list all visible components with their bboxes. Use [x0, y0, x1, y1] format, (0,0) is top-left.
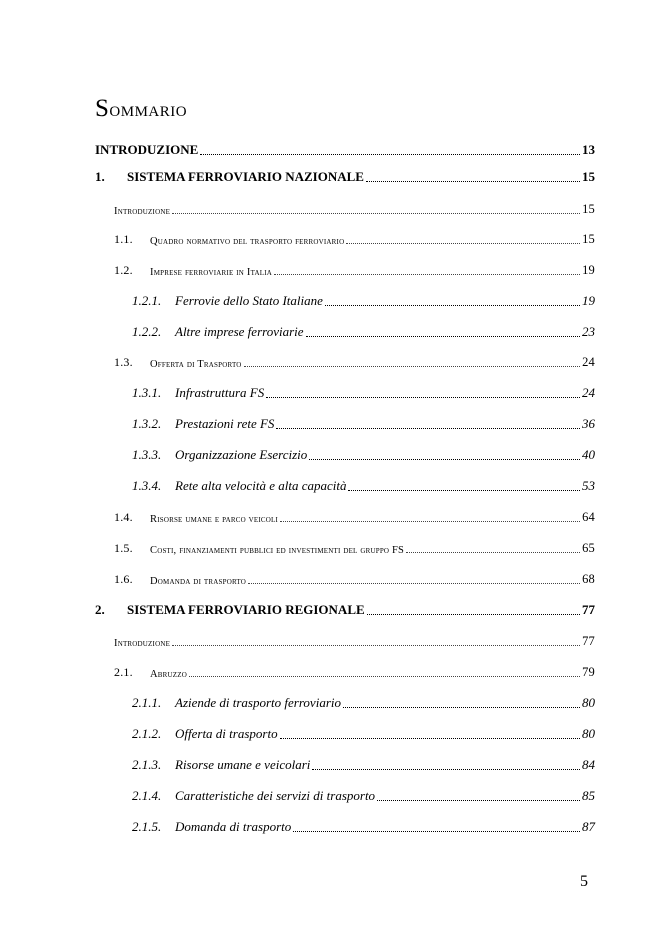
toc-entry-page: 23 [582, 324, 595, 339]
toc-entry[interactable] [0, 476, 665, 494]
toc-entry-page: 65 [582, 541, 595, 555]
toc-leader-dots [325, 305, 580, 306]
toc-leader-dots [274, 274, 580, 275]
toc-entry-title: Abruzzo [150, 669, 187, 680]
toc-entry-number: 2.1.3. [132, 757, 162, 772]
toc-leader-dots [348, 490, 580, 491]
toc-entry-title: Ferrovie dello Stato Italiane [175, 293, 323, 308]
toc-entry[interactable] [0, 383, 665, 401]
toc-leader-dots [172, 645, 580, 646]
toc-entry-page: 80 [582, 695, 595, 710]
toc-leader-dots [189, 676, 580, 677]
toc-entry[interactable] [0, 662, 665, 680]
toc-entry-page: 13 [582, 142, 595, 157]
toc-entry-title: Imprese ferroviarie in Italia [150, 267, 272, 278]
toc-leader-dots [172, 213, 580, 214]
toc-entry-page: 40 [582, 447, 595, 462]
toc-entry-page: 85 [582, 788, 595, 803]
toc-entry-title: Introduzione [114, 638, 171, 649]
toc-leader-dots [367, 614, 580, 615]
toc-entry-title: Altre imprese ferroviarie [175, 324, 304, 339]
toc-leader-dots [312, 769, 580, 770]
toc-entry[interactable] [0, 322, 665, 340]
toc-leader-dots [248, 583, 580, 584]
toc-entry[interactable] [0, 693, 665, 711]
toc-entry-title: Introduzione [114, 206, 171, 217]
toc-leader-dots [293, 831, 580, 832]
toc-leader-dots [266, 397, 580, 398]
toc-entry-page: 19 [582, 293, 595, 308]
toc-entry-number: 2. [95, 602, 105, 617]
toc-entry[interactable] [0, 724, 665, 742]
toc-entry[interactable] [0, 445, 665, 463]
toc-entry-number: 2.1. [114, 665, 133, 679]
toc-entry-page: 15 [582, 169, 595, 184]
toc-entry-page: 79 [582, 665, 595, 679]
toc-leader-dots [377, 800, 580, 801]
toc-entry[interactable] [0, 631, 665, 649]
toc-leader-dots [280, 521, 580, 522]
page-title-initial: S [95, 95, 110, 122]
toc-entry-number: 1.5. [114, 541, 133, 555]
toc-leader-dots [244, 366, 580, 367]
toc-entry-title: Caratteristiche dei servizi di trasporto [175, 788, 376, 803]
toc-entry-page: 84 [582, 757, 595, 772]
toc-entry-number: 1.3.2. [132, 416, 162, 431]
toc-entry-title: Risorse umane e veicolari [175, 757, 311, 772]
toc-entry-number: 1.3.4. [132, 478, 162, 493]
toc-entry[interactable] [0, 229, 665, 247]
toc-entry[interactable] [0, 140, 665, 158]
toc-entry-title: Quadro normativo del trasporto ferroviario [150, 236, 345, 247]
toc-entry-number: 1.3. [114, 355, 133, 369]
toc-entry-title: Risorse umane e parco veicoli [150, 514, 279, 525]
toc-entry-page: 24 [582, 385, 595, 400]
toc-leader-dots [280, 738, 580, 739]
toc-entry-number: 1. [95, 169, 105, 184]
toc-entry-number: 1.1. [114, 232, 133, 246]
toc-entry[interactable] [0, 414, 665, 432]
toc-entry-number: 1.2.2. [132, 324, 162, 339]
toc-entry-number: 2.1.2. [132, 726, 162, 741]
toc-entry-title: Infrastruttura FS [175, 385, 265, 400]
toc-entry[interactable] [0, 538, 665, 556]
toc-leader-dots [309, 459, 580, 460]
toc-entry-title: Aziende di trasporto ferroviario [175, 695, 341, 710]
toc-entry[interactable] [0, 755, 665, 773]
toc-entry-title: Offerta di Trasporto [150, 359, 242, 370]
toc-entry-number: 1.3.3. [132, 447, 162, 462]
toc-entry[interactable] [0, 352, 665, 370]
toc-entry[interactable] [0, 817, 665, 835]
page-title [95, 95, 187, 123]
toc-leader-dots [366, 181, 580, 182]
toc-entry-number: 1.2.1. [132, 293, 162, 308]
toc-leader-dots [306, 336, 580, 337]
toc-entry[interactable] [0, 167, 665, 185]
toc-entry[interactable] [0, 291, 665, 309]
toc-entry-page: 77 [582, 634, 595, 648]
toc-entry[interactable] [0, 786, 665, 804]
toc-entry-number: 1.3.1. [132, 385, 162, 400]
toc-entry-page: 53 [582, 478, 595, 493]
toc-entry[interactable] [0, 600, 665, 618]
toc-entry-number: 1.2. [114, 263, 133, 277]
toc-entry-page: 68 [582, 572, 595, 586]
toc-entry-title: SISTEMA FERROVIARIO REGIONALE [127, 602, 365, 617]
toc-entry[interactable] [0, 507, 665, 525]
toc-entry-title: Rete alta velocità e alta capacità [175, 478, 347, 493]
toc-entry-number: 1.6. [114, 572, 133, 586]
toc-leader-dots [343, 707, 580, 708]
toc-entry-page: 24 [582, 355, 595, 369]
toc-entry-page: 36 [582, 416, 595, 431]
toc-entry-page: 64 [582, 510, 595, 524]
toc-entry-title: Domanda di trasporto [175, 819, 292, 834]
page-title-rest: ommario [109, 96, 188, 121]
toc-entry-title: Organizzazione Esercizio [175, 447, 308, 462]
toc-entry-number: 2.1.4. [132, 788, 162, 803]
toc-entry-title: Prestazioni rete FS [175, 416, 275, 431]
toc-entry-number: 1.4. [114, 510, 133, 524]
toc-entry-title: Costi, finanziamenti pubblici ed investimenti del gruppo FS [150, 545, 405, 556]
toc-entry-page: 80 [582, 726, 595, 741]
toc-leader-dots [346, 243, 580, 244]
toc-entry-page: 77 [582, 602, 595, 617]
toc-leader-dots [200, 154, 580, 155]
toc-entry-number: 2.1.1. [132, 695, 162, 710]
toc-entry[interactable] [0, 260, 665, 278]
toc-entry[interactable] [0, 199, 665, 217]
toc-entry-page: 19 [582, 263, 595, 277]
toc-entry-title: SISTEMA FERROVIARIO NAZIONALE [127, 169, 364, 184]
toc-entry-page: 15 [582, 202, 595, 216]
toc-entry-title: INTRODUZIONE [95, 142, 199, 157]
toc-entry-page: 87 [582, 819, 595, 834]
toc-entry-number: 2.1.5. [132, 819, 162, 834]
toc-entry-title: Offerta di trasporto [175, 726, 278, 741]
toc-entry-page: 15 [582, 232, 595, 246]
page-number: 5 [580, 873, 588, 890]
toc-leader-dots [406, 552, 580, 553]
toc-entry-title: Domanda di trasporto [150, 576, 247, 587]
toc-leader-dots [276, 428, 580, 429]
toc-entry[interactable] [0, 569, 665, 587]
